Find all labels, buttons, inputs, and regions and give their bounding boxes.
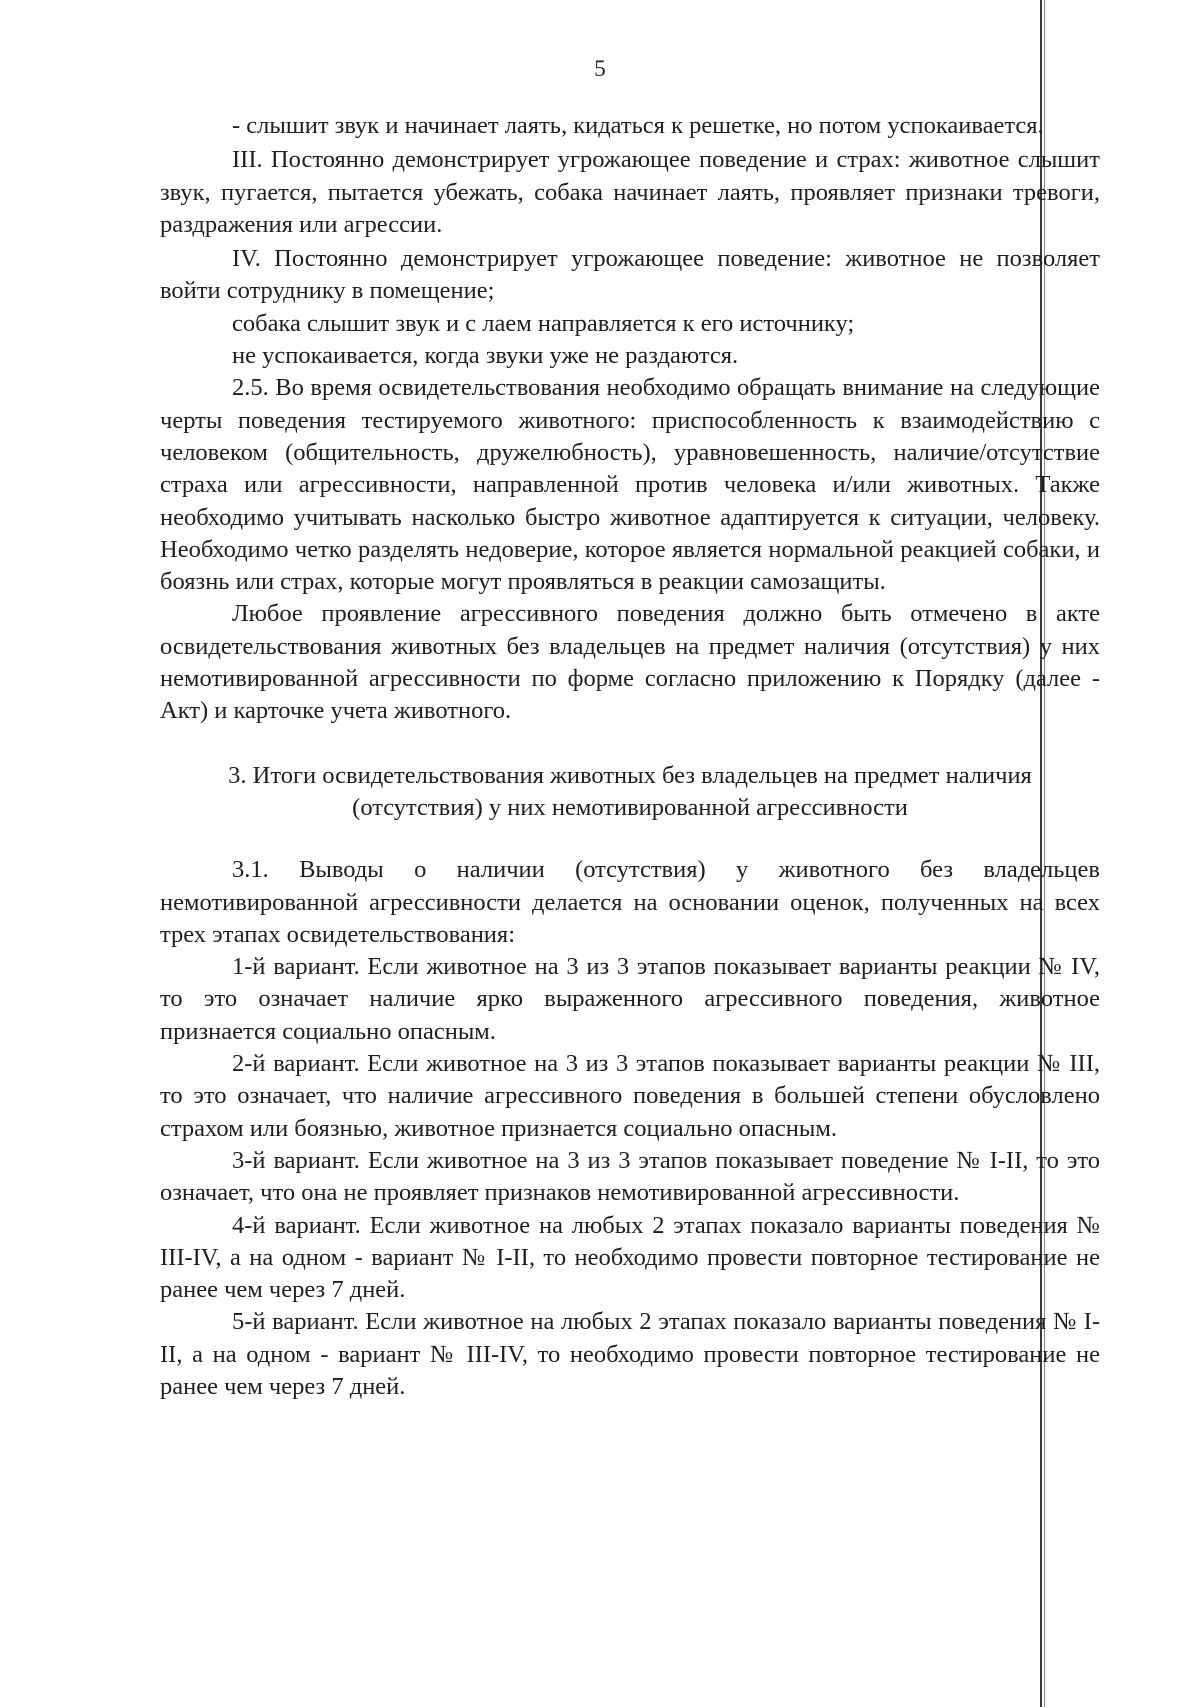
section-3-heading-line1: 3. Итоги освидетельствования животных без владельцев на предмет наличия (228, 761, 1032, 789)
variant-2: 2-й вариант. Если животное на 3 из 3 этапов показывает варианты реакции № III, то это означает, что наличие агрессивного поведения в большей степени обусловлено страхом или боязнью, животное признается социально опасным. (160, 1050, 1100, 1142)
paragraph-reaction-iv: IV. Постоянно демонстрирует угрожающее поведение: животное не позволяет войти сотруднику в помещение; (160, 245, 1100, 305)
paragraph-2-5: 2.5. Во время освидетельствования необходимо обращать внимание на следующие черты поведения тестируемого животного: приспособленность к взаимодействию с человеком (общительность, дружелюбность), уравновешенность, наличие/отсутствие страха или агрессивности, направленной против человека и/или животных. Также необходимо учитывать насколько быстро животное адаптируется к ситуации, человеку. Необходимо четко разделять недоверие, которое является нормальной реакцией собаки, и боязнь или страх, которые могут проявляться в реакции самозащиты. (160, 374, 1100, 596)
variant-4: 4-й вариант. Если животное на любых 2 этапах показало варианты поведения № III-IV, а на одном - вариант № I-II, то необходимо провести повторное тестирование не ранее чем через 7 дней. (160, 1211, 1100, 1304)
paragraph-reaction-iv-calm: не успокаивается, когда звуки уже не раздаются. (232, 342, 739, 370)
variant-1: 1-й вариант. Если животное на 3 из 3 этапов показывает варианты реакции № IV, то это означает наличие ярко выраженного агрессивного поведения, животное признается социально опасным. (160, 953, 1100, 1045)
variant-5: 5-й вариант. Если животное на любых 2 этапах показало варианты поведения № I-II, а на одном - вариант № III-IV, то необходимо провести повторное тестирование не ранее чем через 7 дней. (160, 1308, 1100, 1400)
paragraph-reaction-ii: - слышит звук и начинает лаять, кидаться к решетке, но потом успокаивается. (232, 112, 1044, 139)
section-3-heading (160, 760, 1100, 825)
variant-3: 3-й вариант. Если животное на 3 из 3 этапов показывает поведение № I-II, то это означает, что она не проявляет признаков немотивированной агрессивности. (160, 1146, 1100, 1207)
paragraph-reaction-iv-bark: собака слышит звук и с лаем направляется к его источнику; (232, 309, 855, 337)
document-body (160, 110, 1100, 1403)
paragraph-3-1: 3.1. Выводы о наличии (отсутствия) у животного без владельцев немотивированной агрессивности делается на основании оценок, полученных на всех трех этапах освидетельствования: (160, 856, 1100, 948)
paragraph-reaction-iii: III. Постоянно демонстрирует угрожающее поведение и страх: животное слышит звук, пугается, пытается убежать, собака начинает лаять, проявляет признаки тревоги, раздражения или агрессии. (160, 146, 1100, 238)
paragraph-aggression-record: Любое проявление агрессивного поведения должно быть отмечено в акте освидетельствования животных без владельцев на предмет наличия (отсутствия) у них немотивированной агрессивности по форме согласно приложению к Порядку (далее - Акт) и карточке учета животного. (160, 600, 1100, 725)
section-3-heading-line2: (отсутствия) у них немотивированной агрессивности (352, 793, 908, 821)
page-number: 5 (594, 56, 606, 81)
